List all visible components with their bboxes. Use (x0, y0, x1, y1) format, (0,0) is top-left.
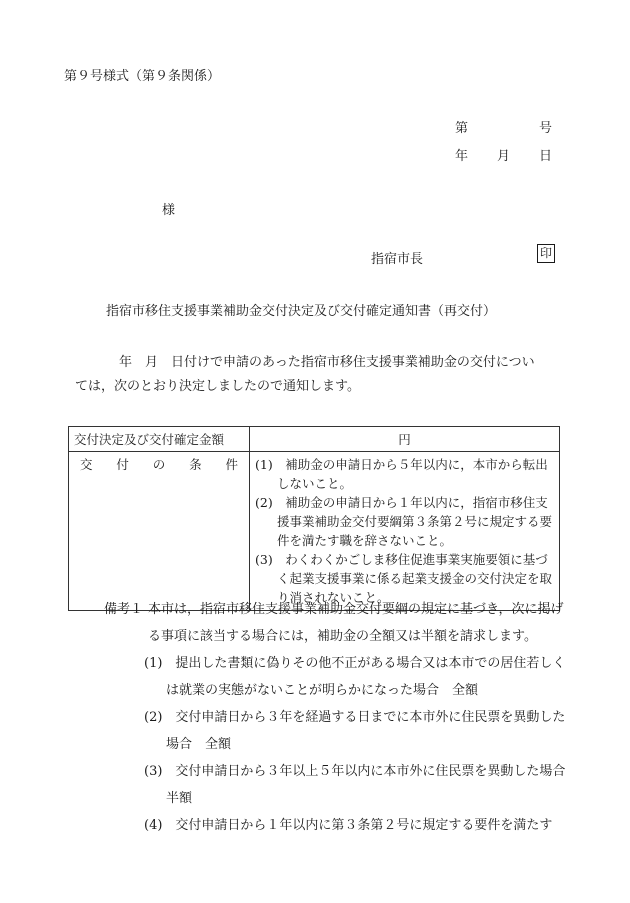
body-paragraph (75, 351, 570, 399)
remarks-marker: 備考１ (104, 602, 144, 617)
number-prefix: 第 (455, 121, 469, 136)
document-title: 指宿市移住支援事業補助金交付決定及び交付確定通知書（再交付） (106, 304, 497, 319)
table-row (69, 427, 560, 452)
label-char: 付 (116, 457, 129, 472)
issuer-name: 指宿市長 (371, 252, 424, 267)
label-char: 件 (225, 457, 238, 472)
amount-label: 交付決定及び交付確定金額 (69, 427, 250, 452)
number-suffix: 号 (539, 121, 553, 136)
label-char: 条 (189, 457, 202, 472)
amount-value: 円 (250, 427, 560, 452)
condition-item: (1) 補助金の申請日から５年以内に，本市から転出しないこと。 (255, 457, 548, 491)
remarks-item: (2) 交付申請日から３年を経過する日までに本市外に住民票を異動した場合 全額 (144, 710, 566, 752)
date-month: 月 (497, 149, 511, 164)
recipient-honorific: 様 (162, 203, 176, 218)
condition-item: (3) わくわくかごしま移住促進事業実施要領に基づく起業支援事業に係る起業支援金の交付決定を取り消されないこと。 (255, 552, 553, 605)
date-year: 年 (455, 149, 469, 164)
table-row (69, 452, 560, 611)
conditions-list (250, 452, 560, 611)
label-char: 交 (80, 457, 93, 472)
remarks-item: (3) 交付申請日から３年以上５年以内に本市外に住民票を異動した場合 半額 (144, 764, 579, 806)
seal-mark: 印 (537, 244, 555, 263)
condition-item: (2) 補助金の申請日から１年以内に，指宿市移住支援事業補助金交付要綱第３条第２号に規定する要件を満たす職を辞さないこと。 (255, 495, 553, 548)
body-line-1: 年 月 日付けで申請のあった指宿市移住支援事業補助金の交付につい (119, 355, 535, 370)
remarks-intro (104, 596, 574, 650)
remarks-item: (4) 交付申請日から１年以内に第３条第２号に規定する要件を満たす (144, 818, 553, 833)
conditions-label (69, 452, 250, 611)
remarks-section (104, 596, 579, 839)
decision-table (68, 426, 560, 611)
body-line-2: ては，次のとおり決定しましたので通知します。 (75, 379, 360, 394)
remarks-item: (1) 提出した書類に偽りその他不正がある場合又は本市での居住若しくは就業の実態がないことが明らかになった場合 全額 (144, 656, 566, 698)
date-day: 日 (539, 149, 553, 164)
form-number-label: 第９号様式（第９条関係） (64, 69, 221, 84)
remarks-intro-text: 本市は，指宿市移住支援事業補助金交付要綱の規定に基づき，次に掲げる事項に該当する場合には，補助金の全額又は半額を請求します。 (148, 602, 564, 644)
label-char: の (152, 457, 166, 472)
